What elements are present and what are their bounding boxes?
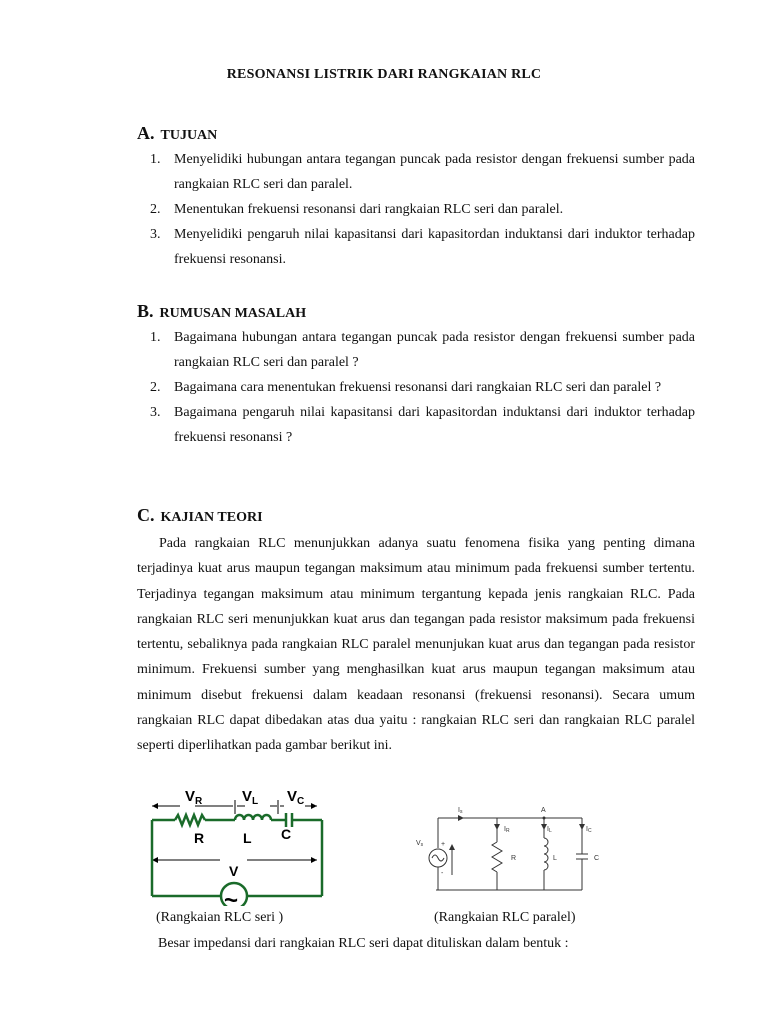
section-a-letter: A. (137, 123, 155, 143)
ir-label: IR (504, 826, 510, 834)
resistor-label: R (194, 830, 205, 846)
series-rlc-diagram (145, 786, 330, 906)
section-c-heading (137, 505, 263, 526)
section-b-list (150, 325, 695, 450)
parallel-rlc-diagram (412, 800, 612, 900)
series-caption: (Rangkaian RLC seri ) (156, 910, 284, 925)
ic-label: IC (586, 826, 592, 834)
section-b-letter: B. (137, 301, 154, 321)
ac-source-symbol: ~ (224, 887, 239, 906)
document-title: RESONANSI LISTRIK DARI RANGKAIAN RLC (226, 67, 542, 82)
capacitor-label: C (594, 855, 600, 862)
section-a-heading (137, 123, 217, 144)
section-b-title: RUMUSAN MASALAH (159, 306, 307, 321)
vl-label: $V_L$ (242, 788, 259, 807)
section-c-letter: C. (137, 505, 155, 525)
plus-sign: + (441, 841, 446, 848)
inductor-label: L (243, 830, 252, 846)
list-item: 3. Menyelidiki pengaruh nilai kapasitansi dari kapasitordan induktansi dari induktor terhadap frekuensi resonansi. (150, 227, 695, 267)
section-c-title: KAJIAN TEORI (160, 510, 263, 525)
section-b-heading (137, 301, 306, 322)
inductor-label: L (553, 855, 557, 862)
capacitor-label: C (281, 826, 292, 842)
section-a-title: TUJUAN (160, 128, 218, 143)
il-label: IL (547, 826, 552, 834)
list-item: 3. Bagaimana pengaruh nilai kapasitansi dari kapasitordan induktansi dari induktor terhadap frekuensi resonansi ? (150, 405, 695, 445)
list-item: 2. Bagaimana cara menentukan frekuensi resonansi dari rangkaian RLC seri dan paralel ? (150, 380, 662, 395)
node-a-label: A (541, 807, 546, 814)
minus-sign: - (441, 870, 444, 877)
impedance-intro-line: Besar impedansi dari rangkaian RLC seri dapat dituliskan dalam bentuk : (158, 936, 569, 951)
theory-paragraph: Pada rangkaian RLC menunjukkan adanya suatu fenomena fisika yang penting dimana terjadinya kuat arus maupun tegangan maksimum atau minimum pada frekuensi sumber tertentu. Terjadinya tegangan maksimum atau minimum tergantung kepada jenis rangkaian RLC. Pada rangkaian RLC seri menunjukkan kuat arus dan tegangan pada resistor maksimum pada frekuensi tertentu, sebaliknya pada rangkaian RLC paralel menunjukan kuat arus dan tegangan pada resistor minimum. Frekuensi sumber yang menghasilkan kuat arus maupun tegangan maksimum atau minimum disebut frekuensi dalam keadaan resonansi (frekuensi resonansi). Secara umum rangkaian RLC dapat dibedakan atas dua yaitu : rangkaian RLC seri dan rangkaian RLC paralel seperti diperlihatkan pada gambar berikut ini. (137, 536, 695, 754)
vr-label: $V_R$ (185, 788, 203, 807)
list-item: 1. Menyelidiki hubungan antara tegangan puncak pada resistor dengan frekuensi sumber pada rangkaian RLC seri dan paralel. (150, 152, 695, 192)
vc-label: $V_C$ (287, 788, 305, 807)
is-label: Is (458, 807, 463, 815)
list-item: 1. Bagaimana hubungan antara tegangan puncak pada resistor dengan frekuensi sumber pada rangkaian RLC seri dan paralel ? (150, 330, 695, 370)
section-a-list (150, 147, 695, 272)
resistor-label: R (511, 855, 517, 862)
voltage-label: V (229, 863, 239, 879)
parallel-caption: (Rangkaian RLC paralel) (434, 910, 576, 925)
vs-label: Vs (416, 840, 424, 848)
list-item: 2. Menentukan frekuensi resonansi dari rangkaian RLC seri dan paralel. (150, 202, 564, 217)
